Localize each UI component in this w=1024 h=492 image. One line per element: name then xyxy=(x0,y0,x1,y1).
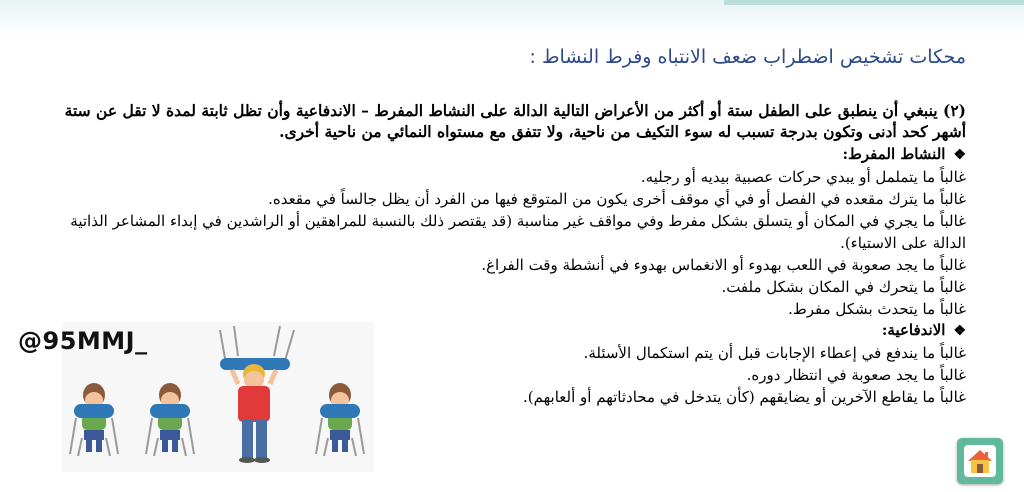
watermark-handle: @95MMJ_ xyxy=(18,327,148,355)
list-item: غالباً ما يترك مقعده في الفصل أو في أي موقف أخرى يكون من المتوقع فيها من الفرد أن يظل جالساً في مقعده. xyxy=(268,190,966,208)
diamond-bullet-icon: ❖ xyxy=(953,323,966,339)
list-item: غالباً ما يجري في المكان أو يتسلق بشكل مفرط وفي مواقف غير مناسبة (قد يقتصر ذلك بالنسبة للمراهقين أو الراشدين في إبداء المشاعر الذاتية الدالة على الاستياء). xyxy=(70,212,966,252)
section-heading-label: الاندفاعية: xyxy=(881,321,946,339)
section-heading-hyperactivity xyxy=(61,144,966,166)
diamond-bullet-icon: ❖ xyxy=(953,147,966,163)
section-heading-label: النشاط المفرط: xyxy=(842,145,946,163)
list-item: غالباً ما يتحرك في المكان بشكل ملفت. xyxy=(721,278,966,296)
top-accent-line xyxy=(724,0,1024,5)
top-band xyxy=(0,0,1024,36)
home-button[interactable] xyxy=(957,438,1003,484)
list-item: غالباً ما يقاطع الآخرين أو يضايقهم (كأن يتدخل في محادثاتهم أو ألعابهم). xyxy=(523,388,966,406)
list-item: غالباً ما يندفع في إعطاء الإجابات قبل أن يتم استكمال الأسئلة. xyxy=(583,344,966,362)
page-title: محكات تشخيص اضطراب ضعف الانتباه وفرط النشاط : xyxy=(529,46,966,68)
criterion-paragraph: (٢) ينبغي أن ينطبق على الطفل ستة أو أكثر من الأعراض التالية الدالة على النشاط المفرط – الاندفاعية وأن تظل ثابتة لمدة لا تقل عن ستة أشهر كحد أدنى وتكون بدرجة تسبب له سوء التكيف من ناحية، ولا تتفق مع مستواه النمائي من ناحية أخرى. xyxy=(64,101,966,141)
list-item: غالباً ما يتململ أو يبدي حركات عصبية بيديه أو رجليه. xyxy=(640,168,966,186)
list-item: غالباً ما يجد صعوبة في اللعب بهدوء أو الانغماس بهدوء في أنشطة وقت الفراغ. xyxy=(481,256,966,274)
list-item: غالباً ما يجد صعوبة في انتظار دوره. xyxy=(746,366,966,384)
list-item: غالباً ما يتحدث بشكل مفرط. xyxy=(788,300,966,318)
home-icon xyxy=(962,443,998,479)
